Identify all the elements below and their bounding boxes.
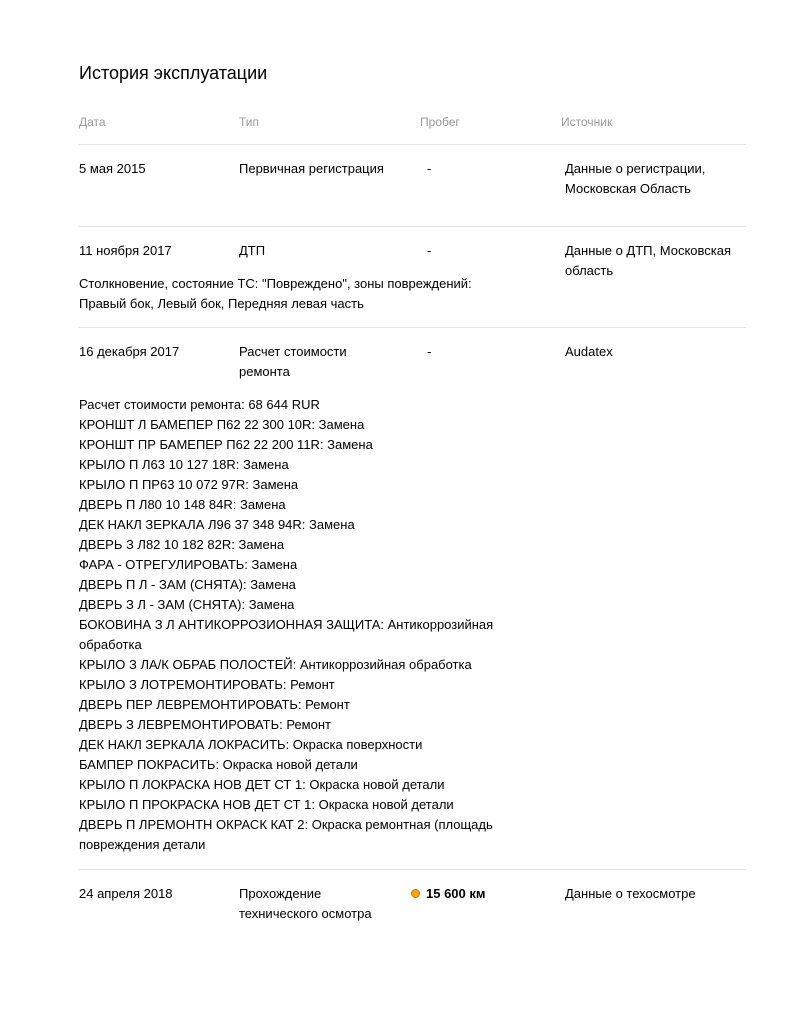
- detail-line: КРОНШТ Л БАМЕПЕР П62 22 300 10R: Замена: [79, 417, 365, 432]
- entry-mileage: [411, 884, 551, 904]
- entry-details: [79, 395, 519, 855]
- entry-mileage: -: [427, 161, 432, 176]
- column-header-source: Источник: [561, 115, 613, 129]
- detail-line: БАМПЕР ПОКРАСИТЬ: Окраска новой детали: [79, 757, 358, 772]
- detail-line: БОКОВИНА З Л АНТИКОРРОЗИОННАЯ ЗАЩИТА: Антикоррозийная обработка: [79, 617, 494, 652]
- entry-date: 5 мая 2015: [79, 161, 146, 176]
- entry-source: Audatex: [565, 344, 613, 359]
- entry-source: Данные о ДТП, Московская область: [565, 243, 732, 278]
- entry-type: Прохождение технического осмотра: [239, 886, 372, 921]
- entry-date: 16 декабря 2017: [79, 344, 180, 359]
- detail-line: ДВЕРЬ З ЛЕВРЕМОНТИРОВАТЬ: Ремонт: [79, 717, 331, 732]
- detail-line: ДЕК НАКЛ ЗЕРКАЛА Л96 37 348 94R: Замена: [79, 517, 355, 532]
- detail-line: КРЫЛО П ЛОКРАСКА НОВ ДЕТ СТ 1: Окраска новой детали: [79, 777, 445, 792]
- detail-line: ДВЕРЬ П Л80 10 148 84R: Замена: [79, 497, 286, 512]
- column-header-date: Дата: [79, 115, 106, 129]
- entry-mileage: -: [427, 243, 432, 258]
- detail-line: Столкновение, состояние ТС: "Повреждено", зоны повреждений: Правый бок, Левый бок, Передняя левая часть: [79, 276, 472, 311]
- detail-line: ДЕК НАКЛ ЗЕРКАЛА ЛОКРАСИТЬ: Окраска поверхности: [79, 737, 423, 752]
- detail-line: КРЫЛО П Л63 10 127 18R: Замена: [79, 457, 289, 472]
- mileage-value: 15 600 км: [426, 886, 486, 901]
- column-header-type: Тип: [239, 115, 260, 129]
- entry-date: 11 ноября 2017: [79, 243, 172, 258]
- entry-type: ДТП: [239, 243, 266, 258]
- entry-type: Первичная регистрация: [239, 161, 384, 176]
- header-divider: [79, 144, 746, 145]
- detail-line: ДВЕРЬ З Л82 10 182 82R: Замена: [79, 537, 285, 552]
- detail-line: КРЫЛО П ПР63 10 072 97R: Замена: [79, 477, 299, 492]
- entry-date: 24 апреля 2018: [79, 886, 173, 901]
- detail-line: Расчет стоимости ремонта: 68 644 RUR: [79, 397, 320, 412]
- detail-line: ДВЕРЬ П ЛРЕМОНТН ОКРАСК КАТ 2: Окраска ремонтная (площадь повреждения детали: [79, 817, 493, 852]
- entry-mileage: -: [427, 344, 432, 359]
- detail-line: КРЫЛО З ЛА/К ОБРАБ ПОЛОСТЕЙ: Антикоррозийная обработка: [79, 657, 472, 672]
- detail-line: КРЫЛО П ПРОКРАСКА НОВ ДЕТ СТ 1: Окраска новой детали: [79, 797, 454, 812]
- detail-line: ДВЕРЬ П Л - ЗАМ (СНЯТА): Замена: [79, 577, 296, 592]
- mileage-indicator-icon: [411, 889, 420, 898]
- detail-line: ФАРА - ОТРЕГУЛИРОВАТЬ: Замена: [79, 557, 298, 572]
- page-title: История эксплуатации: [79, 63, 268, 83]
- entry-details: [79, 274, 499, 314]
- table-header: [79, 114, 746, 132]
- row-divider: [79, 327, 746, 328]
- entry-source: Данные о регистрации, Московская Область: [565, 161, 706, 196]
- detail-line: ДВЕРЬ З Л - ЗАМ (СНЯТА): Замена: [79, 597, 295, 612]
- detail-line: КРЫЛО З ЛОТРЕМОНТИРОВАТЬ: Ремонт: [79, 677, 335, 692]
- detail-line: КРОНШТ ПР БАМЕПЕР П62 22 200 11R: Замена: [79, 437, 373, 452]
- entry-source: Данные о техосмотре: [565, 886, 696, 901]
- detail-line: ДВЕРЬ ПЕР ЛЕВРЕМОНТИРОВАТЬ: Ремонт: [79, 697, 350, 712]
- row-divider: [79, 869, 746, 870]
- entry-type: Расчет стоимости ремонта: [239, 344, 347, 379]
- column-header-mileage: Пробег: [420, 115, 460, 129]
- row-divider: [79, 226, 746, 227]
